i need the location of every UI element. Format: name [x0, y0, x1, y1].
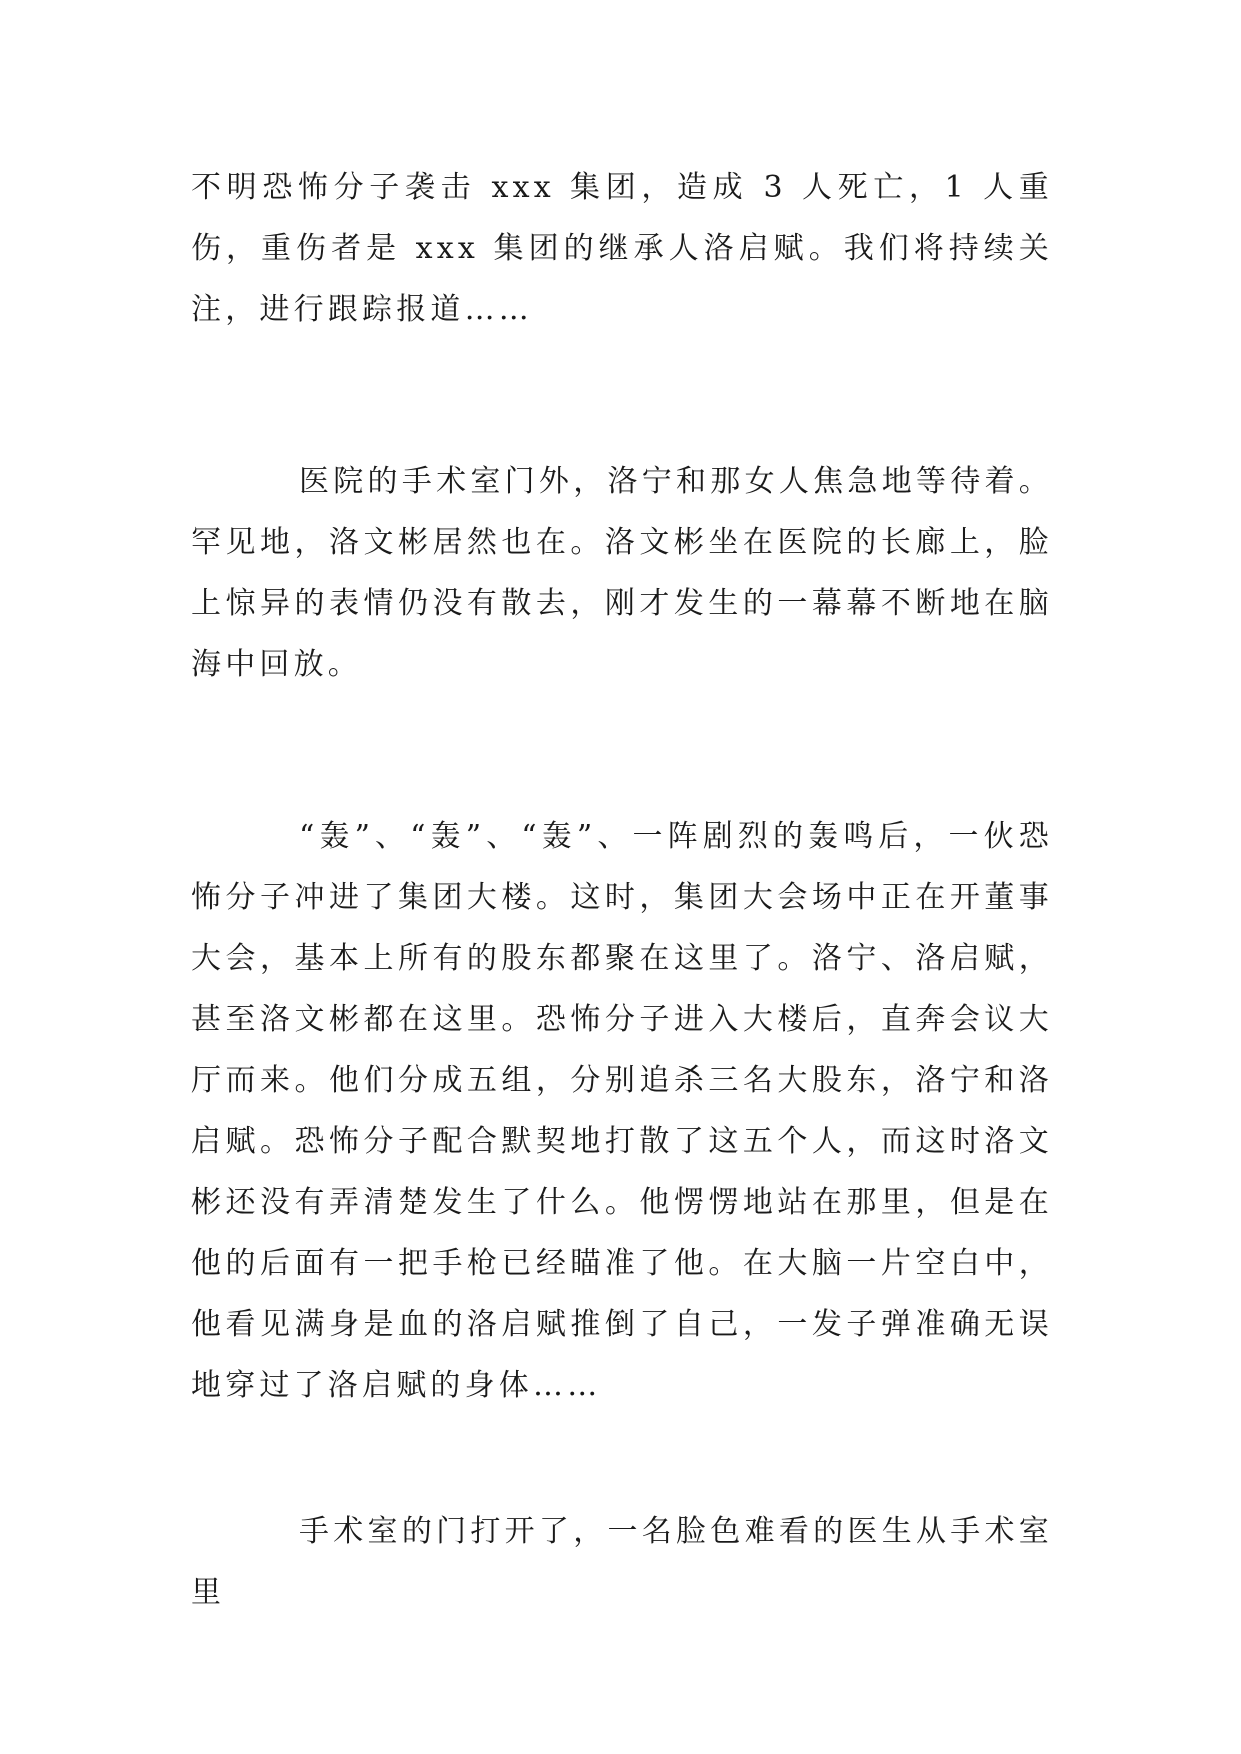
paragraph-hospital-waiting: 医院的手术室门外，洛宁和那女人焦急地等待着。罕见地，洛文彬居然也在。洛文彬坐在医院的长廊上，脸上惊异的表情仍没有散去，刚才发生的一幕幕不断地在脑海中回放。	[191, 464, 1053, 682]
paragraph-surgery-door: 手术室的门打开了，一名脸色难看的医生从手术室里	[191, 1514, 1053, 1610]
paragraph-attack-flashback: “轰”、“轰”、“轰”、一阵剧烈的轰鸣后，一伙恐怖分子冲进了集团大楼。这时，集团大会场中正在开董事大会，基本上所有的股东都聚在这里了。洛宁、洛启赋，甚至洛文彬都在这里。恐怖分子进入大楼后，直奔会议大厅而来。他们分成五组，分别追杀三名大股东，洛宁和洛启赋。恐怖分子配合默契地打散了这五个人，而这时洛文彬还没有弄清楚发生了什么。他愣愣地站在那里，但是在他的后面有一把手枪已经瞄准了他。在大脑一片空白中，他看见满身是血的洛启赋推倒了自己，一发子弹准确无误地穿过了洛启赋的身体……	[191, 819, 1053, 1403]
paragraph-news-report: 不明恐怖分子袭击 xxx 集团，造成 3 人死亡，1 人重伤，重伤者是 xxx 集团的继承人洛启赋。我们将持续关注，进行跟踪报道……	[191, 170, 1053, 327]
